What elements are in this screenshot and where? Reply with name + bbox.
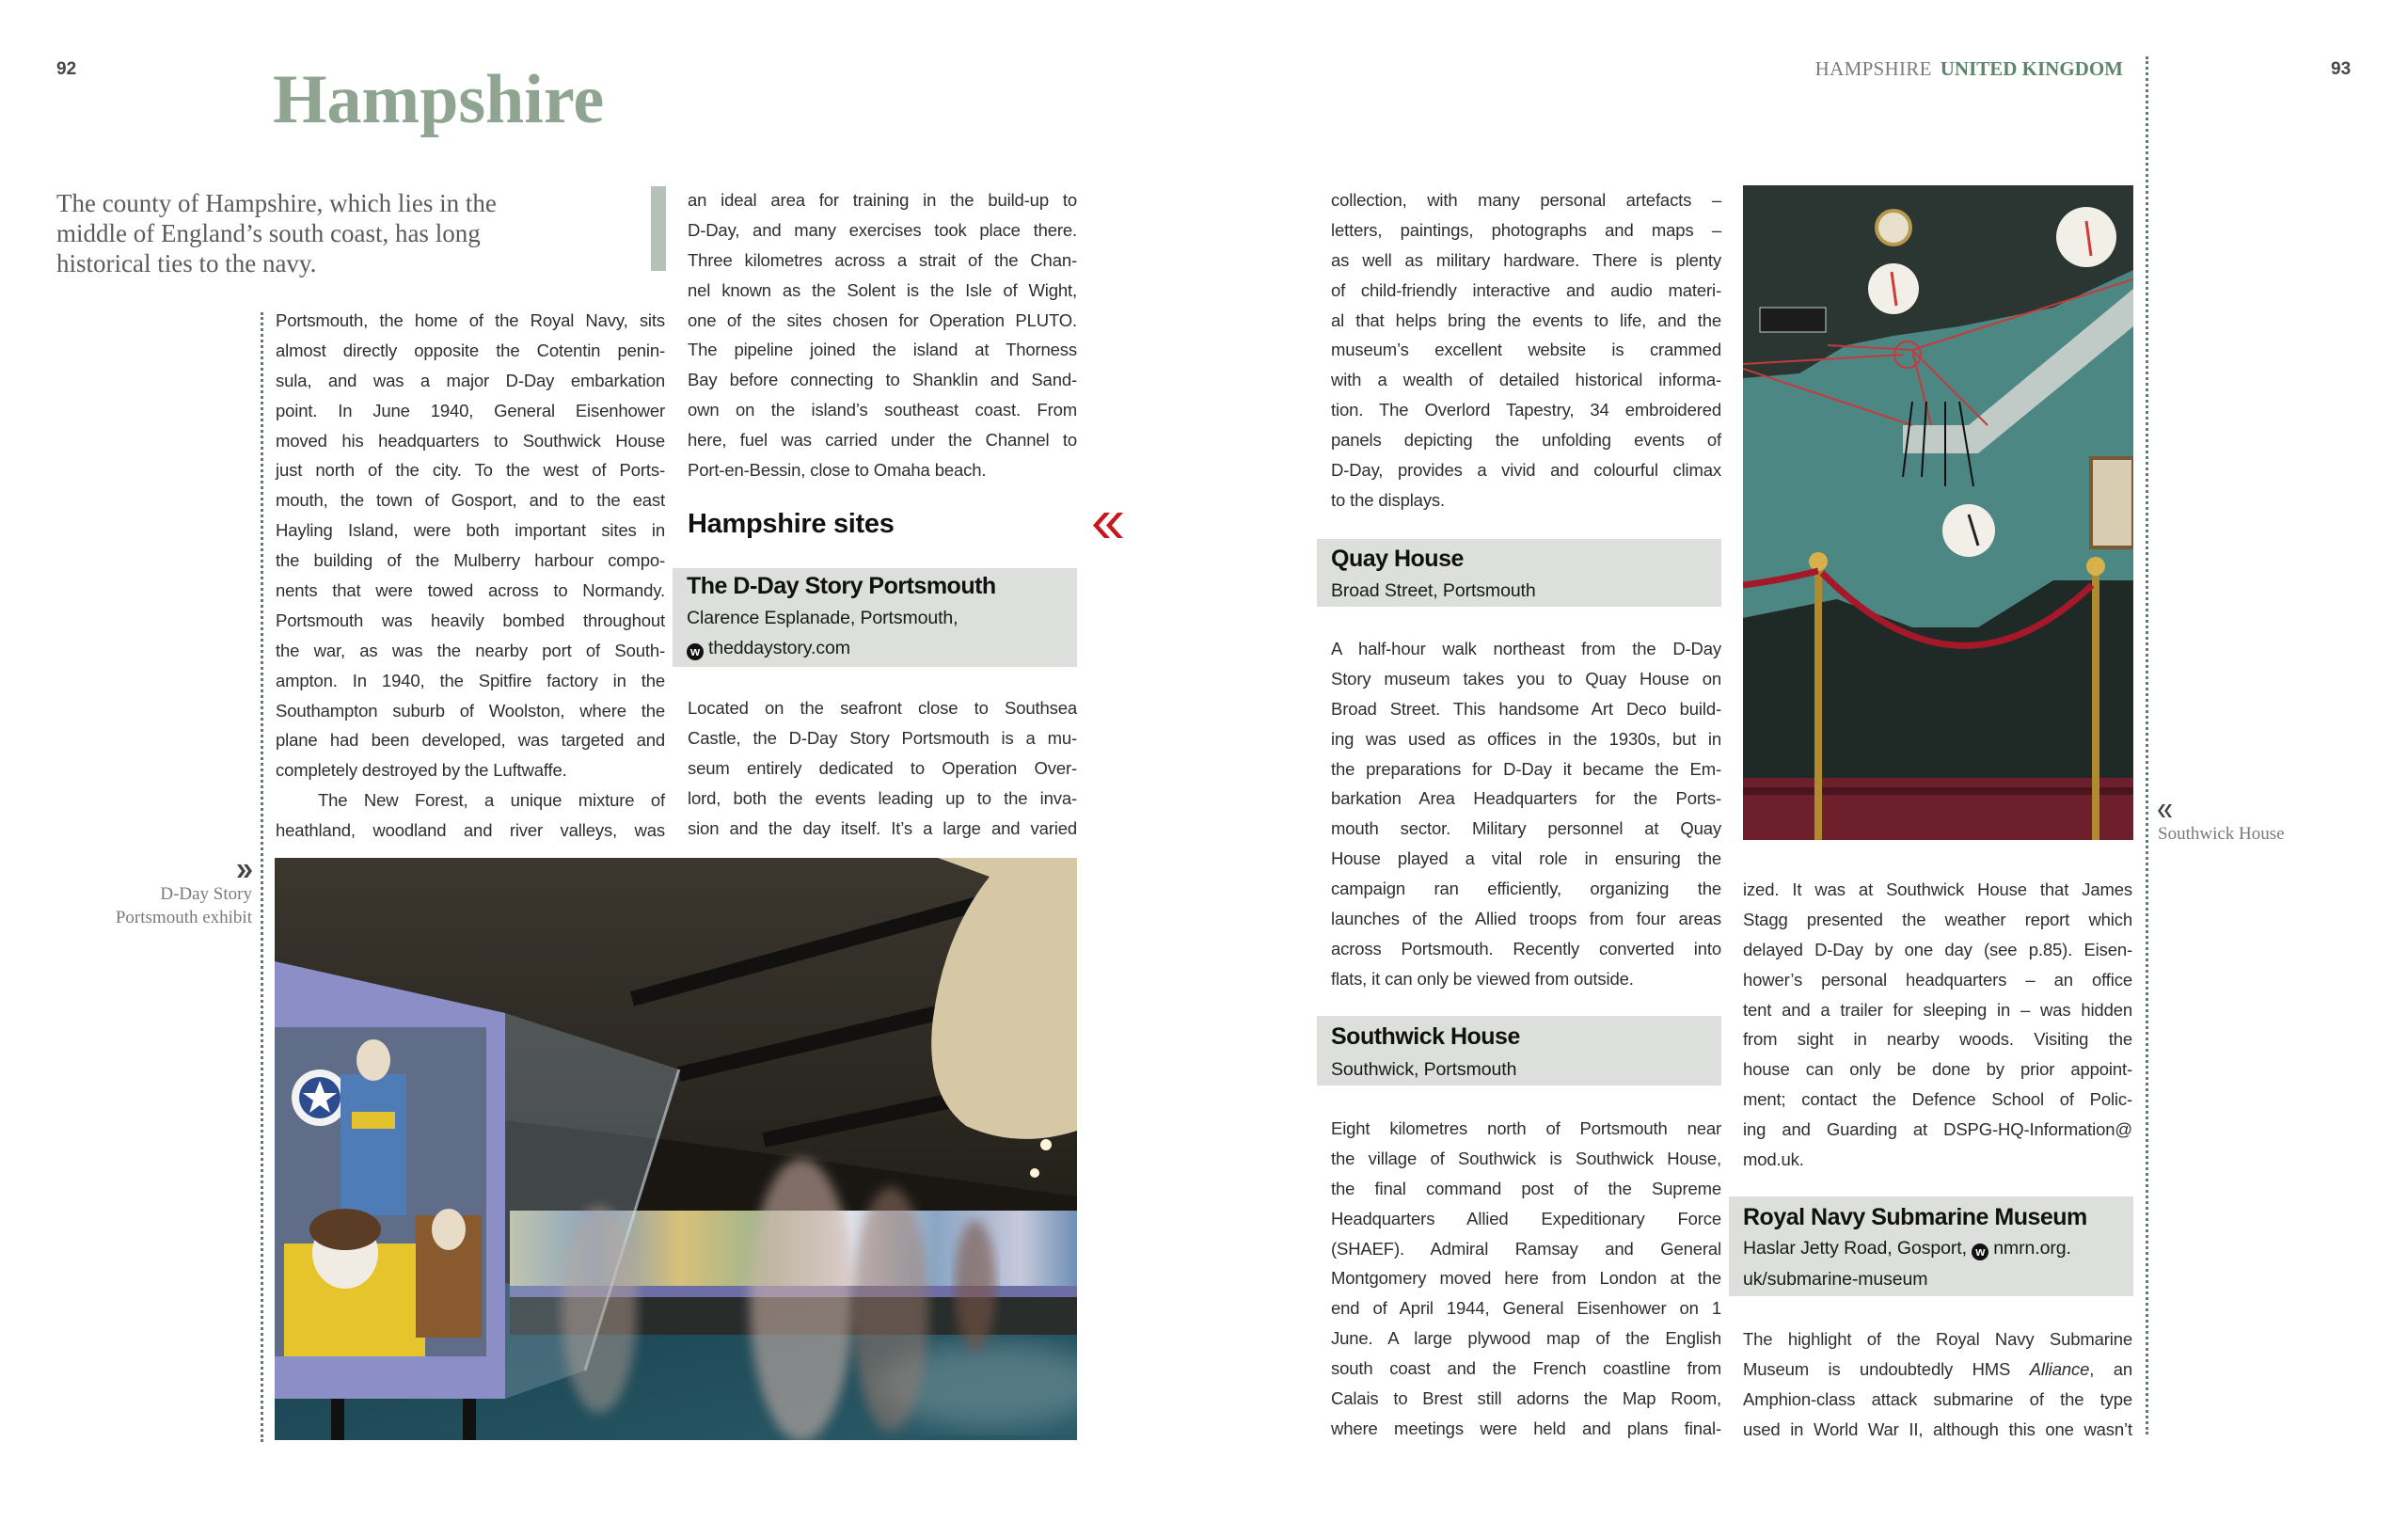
text-line: campaign ran efficiently, organizing the — [1331, 879, 1721, 899]
red-carpet — [1743, 778, 2133, 840]
right-column-rule — [2146, 56, 2148, 1434]
body-paragraph — [688, 693, 1077, 843]
text-line: Portsmouth was heavily bombed throughout — [276, 610, 665, 630]
text-line: letters, paintings, photographs and maps – — [1331, 219, 1721, 240]
text-line: here, fuel was carried under the Channel to — [688, 430, 1077, 451]
section-heading: Hampshire sites — [688, 509, 895, 539]
site-website-link-cont[interactable]: uk/submarine-museum — [1743, 1269, 1928, 1290]
text-line: ment; contact the Defence School of Polic- — [1743, 1089, 2132, 1110]
text-segment: Museum is undoubtedly HMS — [1743, 1358, 2030, 1379]
text-line: ampton. In 1940, the Spitfire factory in the — [276, 670, 665, 690]
text-line: almost directly opposite the Cotentin penin- — [276, 340, 665, 360]
site-name: Quay House — [1331, 546, 1464, 572]
site-address: Clarence Esplanade, Portsmouth, — [687, 608, 958, 628]
body-paragraph — [688, 185, 1077, 485]
text-line: heathland, woodland and river valleys, was — [276, 820, 665, 841]
text-line: launches of the Allied troops from four areas — [1331, 909, 1721, 929]
text-line: an ideal area for training in the build-up to — [688, 190, 1077, 210]
text-line: hower’s personal headquarters – an office — [1743, 969, 2132, 990]
text-line: Amphion-class attack submarine of the type — [1743, 1388, 2132, 1409]
text-line: House played a vital role in ensuring the — [1331, 848, 1721, 869]
site-address: Haslar Jetty Road, Gosport, — [1743, 1238, 1967, 1259]
text-line: ing was used as offices in the 1930s, but in — [1331, 728, 1721, 749]
caption-line: Portsmouth exhibit — [115, 908, 252, 927]
double-chevron-left-icon — [1091, 513, 1123, 538]
text-line: one of the sites chosen for Operation PLUTO. — [688, 309, 1077, 330]
site-card-southwick-house — [1317, 1016, 1721, 1085]
body-paragraph — [1331, 634, 1721, 994]
text-line: own on the island’s southeast coast. From — [688, 400, 1077, 420]
text-line: tent and a trailer for sleeping in – was hidden — [1743, 999, 2132, 1020]
visitor-blur — [562, 1206, 637, 1413]
text-line: Bay before connecting to Shanklin and Sand- — [688, 370, 1077, 390]
text-line: flats, it can only be viewed from outside. — [1331, 968, 1634, 989]
text-line: house can only be done by prior appoint- — [1743, 1059, 2132, 1080]
text-line: Story museum takes you to Quay House on — [1331, 668, 1721, 689]
text-line: where meetings were held and plans final- — [1331, 1418, 1721, 1438]
site-address: Broad Street, Portsmouth — [1331, 580, 1536, 601]
text-line: point. In June 1940, General Eisenhower — [276, 400, 665, 420]
intro-line: historical ties to the navy. — [56, 249, 317, 277]
text-line: as well as military hardware. There is plenty — [1331, 249, 1721, 270]
text-line: end of April 1944, General Eisenhower on 1 — [1331, 1298, 1721, 1319]
web-icon: w — [687, 643, 704, 660]
body-paragraph — [1743, 1324, 2132, 1445]
site-name: Royal Navy Submarine Museum — [1743, 1204, 2087, 1230]
site-website-link[interactable]: nmrn.org. — [1993, 1238, 2071, 1259]
text-line: Calais to Brest still adorns the Map Room, — [1331, 1388, 1721, 1409]
running-head-region: HAMPSHIRE — [1814, 57, 1932, 80]
body-paragraph — [276, 306, 665, 785]
museum-exhibit-photo — [275, 858, 1077, 1440]
text-line — [1743, 1355, 2132, 1385]
lead-accent-bar — [651, 186, 666, 271]
text-line: The New Forest, a unique mixture of — [318, 790, 665, 811]
map-notice-board — [2091, 458, 2133, 547]
site-name: The D-Day Story Portsmouth — [687, 573, 996, 599]
text-line: Three kilometres across a strait of the Chan- — [688, 249, 1077, 270]
text-line: ing and Guarding at DSPG-HQ-Information@ — [1743, 1119, 2132, 1140]
text-line: the village of Southwick is Southwick House, — [1331, 1148, 1721, 1168]
photo-caption-left — [45, 882, 252, 929]
text-line: (SHAEF). Admiral Ramsay and General — [1331, 1238, 1721, 1259]
text-line: the final command post of the Supreme — [1331, 1178, 1721, 1198]
page-number-left: 92 — [56, 59, 77, 79]
intro-lead — [56, 188, 497, 278]
text-line: museum’s excellent website is crammed — [1331, 340, 1721, 360]
text-line: mouth sector. Military personnel at Quay — [1331, 818, 1721, 839]
double-chevron-left-icon — [2158, 804, 2173, 817]
text-line: south coast and the French coastline from — [1331, 1358, 1721, 1379]
text-line: nents that were towed across to Normandy. — [276, 580, 665, 601]
text-line: across Portsmouth. Recently converted into — [1331, 938, 1721, 959]
text-line: ized. It was at Southwick House that James — [1743, 879, 2132, 899]
text-line: Port-en-Bessin, close to Omaha beach. — [688, 460, 987, 481]
running-head — [1815, 58, 2123, 79]
text-line: sula, and was a major D-Day embarkation — [276, 370, 665, 390]
visitor-blur — [955, 1220, 996, 1352]
text-line: A half-hour walk northeast from the D-Day — [1331, 639, 1721, 658]
text-line: The pipeline joined the island at Thorness — [688, 340, 1077, 360]
caption-line: D-Day Story — [160, 884, 252, 904]
site-card-dday-story — [673, 568, 1077, 667]
double-chevron-right-icon — [237, 863, 252, 879]
text-line: Portsmouth, the home of the Royal Navy, sits — [276, 310, 665, 330]
site-name: Southwick House — [1331, 1023, 1520, 1050]
text-segment: , an — [2089, 1358, 2132, 1379]
map-room-photo — [1743, 185, 2133, 840]
text-line: delayed D-Day by one day (see p.85). Eisen- — [1743, 939, 2132, 959]
italic-ship-name: Alliance — [2029, 1358, 2090, 1379]
page-number-right: 93 — [2331, 59, 2352, 79]
text-line: used in World War II, although this one wasn’t — [1743, 1418, 2132, 1439]
photo-caption-right: Southwick House — [2158, 824, 2285, 844]
text-line: The highlight of the Royal Navy Submarine — [1743, 1329, 2132, 1349]
text-line: the war, as was the nearby port of South- — [276, 640, 665, 660]
text-line: D-Day, and many exercises took place there. — [688, 219, 1077, 240]
text-line: of child-friendly interactive and audio materi- — [1331, 279, 1721, 300]
chapter-title: Hampshire — [273, 61, 605, 138]
text-line: with a wealth of detailed historical informa- — [1331, 370, 1721, 390]
site-address: Southwick, Portsmouth — [1331, 1059, 1517, 1080]
text-line: Headquarters Allied Expeditionary Force — [1331, 1208, 1721, 1228]
text-line: seum entirely dedicated to Operation Over- — [688, 757, 1077, 778]
text-line: Stagg presented the weather report which — [1743, 909, 2132, 929]
text-line: Montgomery moved here from London at the — [1331, 1268, 1721, 1289]
text-line: the building of the Mulberry harbour compo- — [276, 550, 665, 571]
text-line: Eight kilometres north of Portsmouth near — [1331, 1118, 1721, 1138]
body-paragraph — [276, 785, 665, 846]
site-website-row — [687, 633, 850, 663]
text-line: to the displays. — [1331, 489, 1446, 510]
tapestry-figure — [341, 1074, 406, 1215]
visitor-blur — [853, 1187, 928, 1432]
text-line: mouth, the town of Gosport, and to the east — [276, 490, 665, 511]
body-paragraph — [1743, 875, 2132, 1175]
intro-line: The county of Hampshire, which lies in the — [56, 189, 497, 217]
text-line: moved his headquarters to Southwick House — [276, 430, 665, 451]
text-line: Located on the seafront close to Southsea — [688, 698, 1077, 718]
text-line: the preparations for D-Day it became the Em- — [1331, 758, 1721, 779]
web-icon: w — [1972, 1244, 1988, 1260]
text-line: D-Day, provides a vivid and colourful climax — [1331, 460, 1721, 481]
text-line: lord, both the events leading up to the inva- — [688, 787, 1077, 808]
visitor-blur — [750, 1159, 853, 1440]
site-website-link[interactable]: theddaystory.com — [708, 638, 850, 658]
text-line: Hayling Island, were both important sites in — [276, 520, 665, 541]
running-head-country: UNITED KINGDOM — [1940, 57, 2123, 80]
body-paragraph — [1331, 1114, 1721, 1444]
ceiling-light — [1040, 1139, 1052, 1150]
site-card-quay-house — [1317, 539, 1721, 607]
body-paragraph — [1331, 185, 1721, 515]
text-line: Southampton suburb of Woolston, where the — [276, 700, 665, 721]
site-card-submarine-museum — [1729, 1196, 2133, 1296]
text-line: sion and the day itself. It’s a large and varied — [688, 817, 1077, 838]
text-line: June. A large plywood map of the English — [1331, 1328, 1721, 1349]
site-address-row — [1743, 1233, 2071, 1263]
text-line: tion. The Overlord Tapestry, 34 embroidered — [1331, 400, 1721, 420]
map-sign — [1760, 308, 1826, 332]
text-line: panels depicting the unfolding events of — [1331, 430, 1721, 451]
text-line: Broad Street. This handsome Art Deco build- — [1331, 698, 1721, 719]
text-line: collection, with many personal artefacts – — [1331, 190, 1721, 210]
text-line: Castle, the D-Day Story Portsmouth is a mu- — [688, 727, 1077, 748]
text-line: plane had been developed, was targeted and — [276, 730, 665, 751]
ceiling-light — [1030, 1168, 1039, 1178]
text-line: just north of the city. To the west of Ports- — [276, 460, 665, 481]
text-line: completely destroyed by the Luftwaffe. — [276, 760, 567, 781]
text-line: barkation Area Headquarters for the Ports- — [1331, 788, 1721, 809]
text-line: al that helps bring the events to life, and the — [1331, 309, 1721, 330]
left-column-rule — [261, 312, 263, 1442]
intro-line: middle of England’s south coast, has long — [56, 219, 481, 247]
text-line: nel known as the Solent is the Isle of Wight, — [688, 279, 1077, 300]
text-line: mod.uk. — [1743, 1149, 1804, 1170]
text-line: from sight in nearby woods. Visiting the — [1743, 1029, 2132, 1050]
case-leg — [331, 1399, 344, 1440]
